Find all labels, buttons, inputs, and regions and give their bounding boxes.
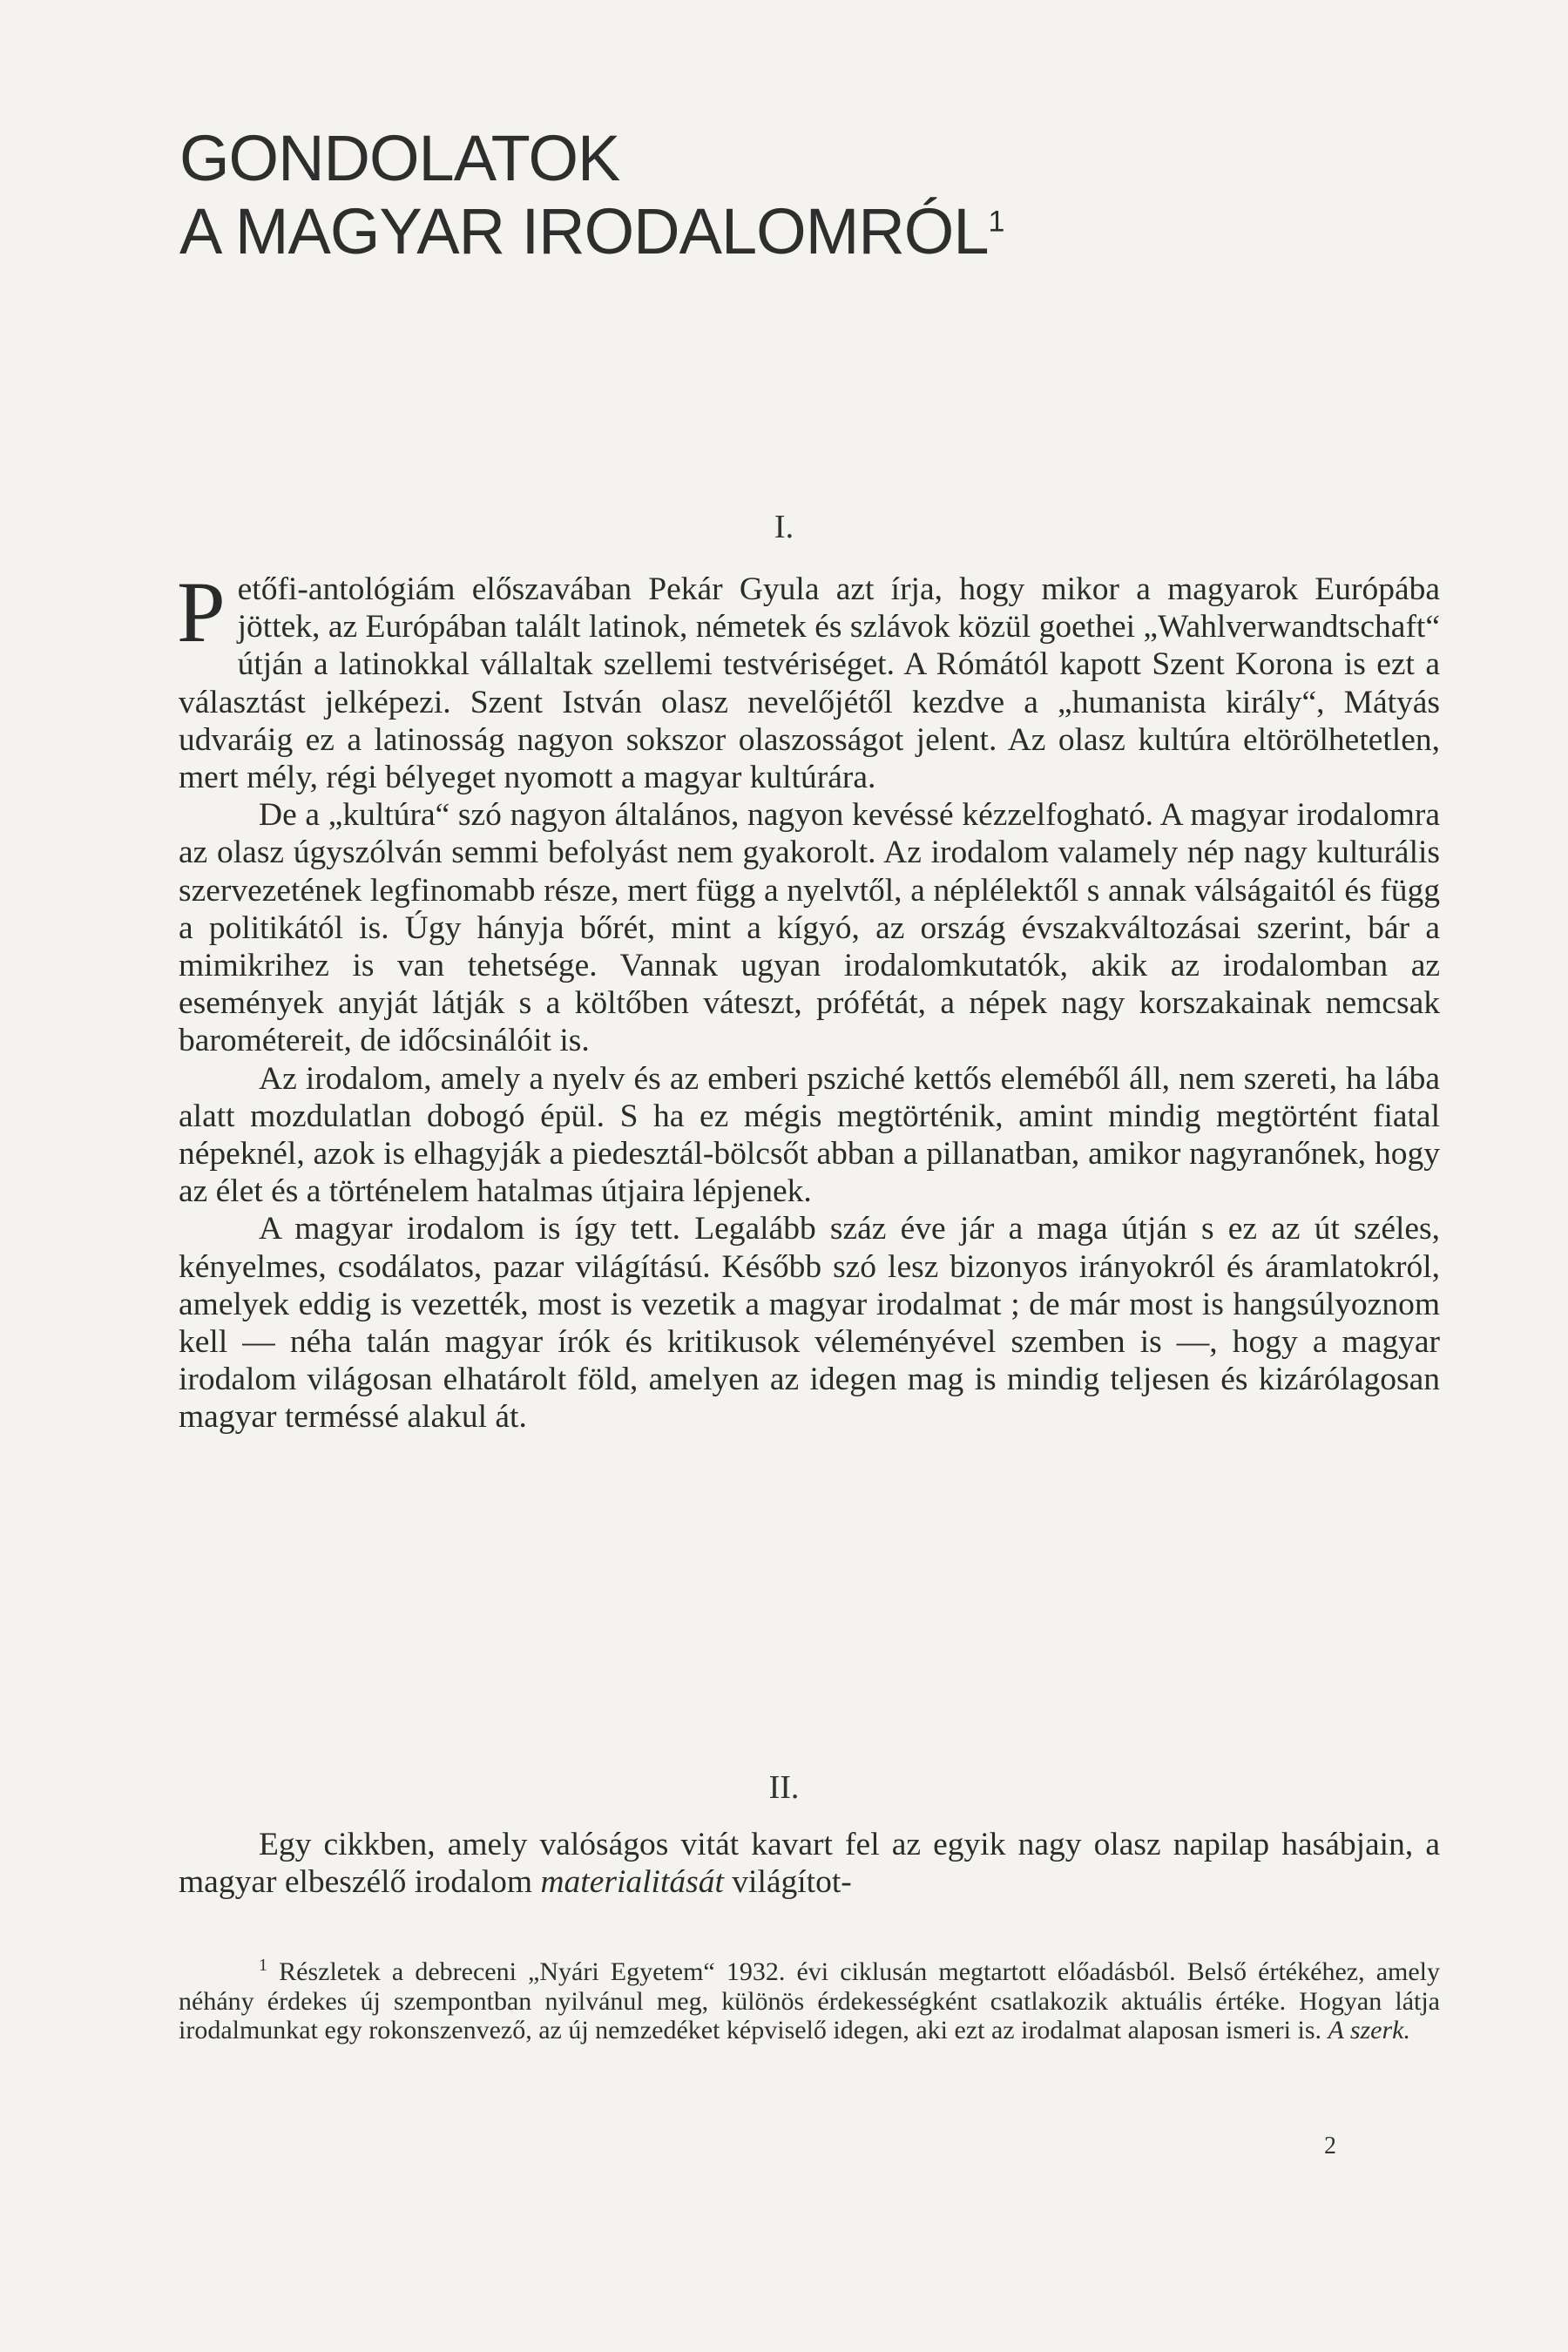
paragraph-text-end: világítot-: [732, 1864, 852, 1901]
title-line-2-text: A MAGYAR IRODALOMRÓL: [179, 195, 989, 267]
footnote-signature: A szerk.: [1328, 2016, 1410, 2044]
footnote-text: Részletek a debreceni „Nyári Egyetem“ 1932. évi ciklusán megtartott előadásból. Belső értékéhez, amely néhány érdekes új szempontban nyilvánul meg, különös érdekességként csatlakozik aktuális értéke. Hogyan látja irodalmunkat egy rokonszenvező, az új nemzedéket képviselő idegen, aki ezt az irodalmat alaposan ismeri is.: [179, 1957, 1441, 2044]
footnote-marker: 1: [259, 1956, 267, 1975]
page-number: 2: [1324, 2132, 1336, 2159]
paragraph: A magyar irodalom is így tett. Legalább száz éve jár a maga útján s ez az út széles, kényelmes, csodálatos, pazar világítású. Később szó lesz bizonyos irányokról és áramlatokról, amelyek eddig is vezették, most is vezetik a magyar irodalmat ; de már most is hangsúlyoznom kell — néha talán magyar írók és kritikusok véleményével szemben is —, hogy a magyar irodalom világosan elhatárolt föld, amelyen az idegen mag is mindig teljesen és kizárólagosan magyar terméssé alakul át.: [179, 1211, 1440, 1436]
italic-term: materialitását: [540, 1864, 724, 1901]
title-line-2: [179, 195, 1051, 268]
title-line-1: GONDOLATOK: [179, 122, 620, 194]
title-footnote-marker: 1: [988, 205, 1004, 239]
paragraph: Az irodalom, amely a nyelv és az emberi psziché kettős eleméből áll, nem szereti, ha lába alatt mozdulatlan dobogó épül. S ha ez mégis megtörténik, amint mindig megtörtént fiatal népeknél, azok is elhagyják a piedesztál-bölcsőt abban a pillanatban, amikor nagyranőnek, hogy az élet és a történelem hatalmas útjaira lépjenek.: [179, 1060, 1440, 1210]
section-numeral-2: II.: [768, 1769, 800, 1806]
section-numeral-1: I.: [774, 509, 794, 545]
paragraph-text: Egy cikkben, amely valóságos vitát kavart fel az egyik nagy olasz napilap hasábjain, a magyar elbeszélő irodalom: [179, 1827, 1440, 1901]
section-2-body: [179, 1826, 1440, 1901]
paragraph: [177, 564, 1440, 796]
footnote: [179, 1951, 1440, 2045]
paragraph: [179, 1826, 1440, 1901]
drop-cap: P: [177, 564, 226, 660]
article-title: [179, 122, 1051, 268]
section-1-body: [177, 564, 1440, 1436]
paragraph-text: etőfi-antológiám előszavában Pekár Gyula azt írja, hogy mikor a magyarok Európába jöttek, az Európában talált latinok, németek és szlávok közül goethei „Wahlverwandtschaft“ útján a latinokkal vállaltak szellemi testvériséget. A Rómától kapott Szent Korona is ezt a választást jelképezi. Szent István olasz nevelőjétől kezdve a „humanista király“, Mátyás udvaráig ez a latinosság nagyon sokszor olaszosságot jelent. Az olasz kultúra eltörölhetetlen, mert mély, régi bélyeget nyomott a magyar kultúrára.: [179, 571, 1440, 796]
paragraph: De a „kultúra“ szó nagyon általános, nagyon kevéssé kézzelfogható. A magyar irodalomra az olasz úgyszólván semmi befolyást nem gyakorolt. Az irodalom valamely nép nagy kulturális szervezetének legfinomabb része, mert függ a nyelvtől, a néplélektől s annak válságaitól és függ a politikától is. Úgy hányja bőrét, mint a kígyó, az ország évszakváltozásai szerint, bár a mimikrihez is van tehetsége. Vannak ugyan irodalomkutatók, akik az irodalomban az események anyját látják s a költőben váteszt, prófétát, a népek nagy korszakainak nemcsak barométereit, de időcsinálóit is.: [179, 797, 1440, 1059]
